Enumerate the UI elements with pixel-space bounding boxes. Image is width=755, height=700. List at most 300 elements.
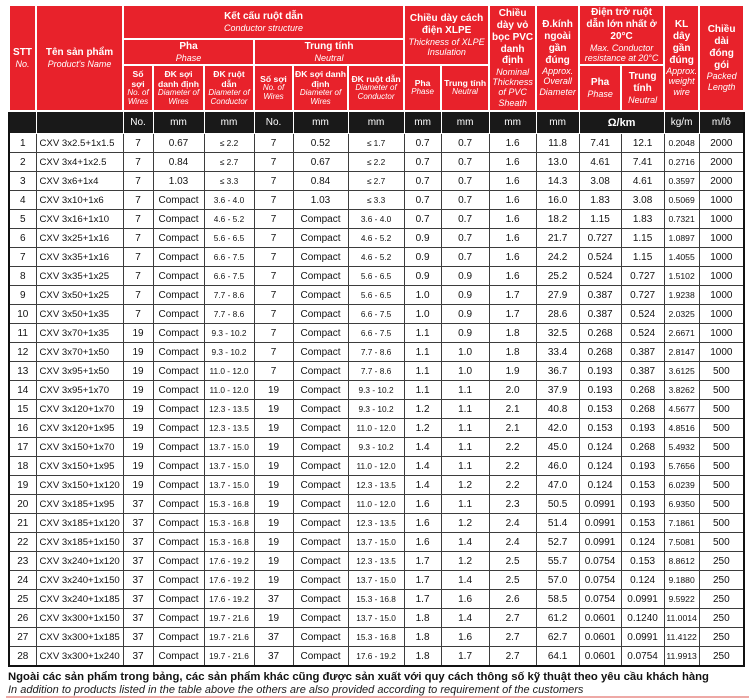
cell-overall-diameter: 55.7 <box>536 552 579 571</box>
header-neutral-conductor-diameter-en: Diameter of Conductor <box>355 82 397 101</box>
cell-overall-diameter: 62.7 <box>536 628 579 647</box>
cell-xlpe-phase: 1.7 <box>404 571 441 590</box>
cell-product-name: CXV 3x95+1x50 <box>36 362 123 381</box>
header-phase-group-vi: Pha <box>179 41 198 52</box>
cell-neutral-wire-diameter: Compact <box>293 362 348 381</box>
cell-xlpe-neutral: 1.1 <box>441 381 489 400</box>
cell-weight: 2.0325 <box>664 305 699 324</box>
cell-neutral-wires: 19 <box>254 457 293 476</box>
cell-phase-wires: 37 <box>123 628 153 647</box>
cell-neutral-wires: 7 <box>254 134 293 153</box>
cell-overall-diameter: 58.5 <box>536 590 579 609</box>
cell-phase-wires: 7 <box>123 248 153 267</box>
cell-neutral-conductor-diameter: 13.7 - 15.0 <box>348 571 404 590</box>
cell-pvc-thickness: 1.7 <box>489 305 536 324</box>
unit-xlpe-phase: mm <box>404 111 441 134</box>
header-stt <box>9 5 36 111</box>
cell-product-name: CXV 3x185+1x95 <box>36 495 123 514</box>
cell-neutral-wires: 37 <box>254 628 293 647</box>
cell-weight: 11.9913 <box>664 647 699 666</box>
cell-overall-diameter: 51.4 <box>536 514 579 533</box>
cell-resistance-neutral: 0.524 <box>621 305 664 324</box>
cell-phase-conductor-diameter: 13.7 - 15.0 <box>204 476 254 495</box>
cell-resistance-neutral: 0.387 <box>621 362 664 381</box>
cell-phase-wire-diameter: Compact <box>153 210 204 229</box>
cell-weight: 3.6125 <box>664 362 699 381</box>
cell-overall-diameter: 47.0 <box>536 476 579 495</box>
cell-product-name: CXV 3x70+1x35 <box>36 324 123 343</box>
cell-xlpe-phase: 1.6 <box>404 514 441 533</box>
cell-neutral-wire-diameter: Compact <box>293 286 348 305</box>
cell-resistance-phase: 3.08 <box>579 172 621 191</box>
cell-packed-length: 1000 <box>699 343 744 362</box>
header-product-en: Product's Name <box>47 58 112 69</box>
table-row <box>9 419 744 438</box>
cell-resistance-phase: 0.0601 <box>579 628 621 647</box>
cell-xlpe-phase: 1.2 <box>404 419 441 438</box>
table-row <box>9 628 744 647</box>
cell-neutral-wire-diameter: Compact <box>293 647 348 666</box>
header-pvc-vi: Chiều dày vỏ bọc PVC danh định <box>492 8 534 67</box>
cell-product-name: CXV 3x6+1x4 <box>36 172 123 191</box>
cell-phase-wires: 37 <box>123 533 153 552</box>
cell-overall-diameter: 18.2 <box>536 210 579 229</box>
cell-phase-wire-diameter: Compact <box>153 552 204 571</box>
cell-pvc-thickness: 2.2 <box>489 457 536 476</box>
cell-pvc-thickness: 1.6 <box>489 191 536 210</box>
cell-neutral-wire-diameter: Compact <box>293 609 348 628</box>
cell-product-name: CXV 3x120+1x95 <box>36 419 123 438</box>
cell-xlpe-phase: 1.6 <box>404 533 441 552</box>
cell-pvc-thickness: 1.6 <box>489 229 536 248</box>
cell-resistance-phase: 0.153 <box>579 419 621 438</box>
cell-xlpe-neutral: 1.2 <box>441 476 489 495</box>
cell-neutral-wires: 7 <box>254 248 293 267</box>
cell-phase-conductor-diameter: 12.3 - 13.5 <box>204 419 254 438</box>
header-phase-wires-vi: Số sợi <box>131 68 145 89</box>
header-xlpe-phase <box>404 65 441 111</box>
cell-phase-wire-diameter: Compact <box>153 514 204 533</box>
cell-xlpe-neutral: 1.2 <box>441 514 489 533</box>
cell-pvc-thickness: 2.2 <box>489 438 536 457</box>
cell-xlpe-phase: 1.6 <box>404 495 441 514</box>
cell-weight: 1.4055 <box>664 248 699 267</box>
cell-phase-wires: 19 <box>123 438 153 457</box>
header-packed-length-en: Packed Length <box>706 71 737 92</box>
cell-weight: 8.8612 <box>664 552 699 571</box>
header-neutral-wires <box>254 65 293 111</box>
unit-resistance: Ω/km <box>579 111 664 134</box>
header-resistance <box>579 5 664 65</box>
cell-xlpe-phase: 1.7 <box>404 552 441 571</box>
cell-xlpe-phase: 0.7 <box>404 210 441 229</box>
cell-resistance-phase: 0.0601 <box>579 609 621 628</box>
unit-neutral-wires: No. <box>254 111 293 134</box>
cell-neutral-conductor-diameter: 3.6 - 4.0 <box>348 210 404 229</box>
table-row <box>9 381 744 400</box>
cell-phase-wire-diameter: Compact <box>153 609 204 628</box>
cell-packed-length: 500 <box>699 419 744 438</box>
cell-packed-length: 2000 <box>699 172 744 191</box>
cell-stt: 19 <box>9 476 36 495</box>
cell-xlpe-phase: 1.4 <box>404 457 441 476</box>
cell-neutral-wires: 7 <box>254 191 293 210</box>
header-xlpe-thickness <box>404 5 489 65</box>
cell-resistance-phase: 0.0991 <box>579 514 621 533</box>
cell-resistance-neutral: 0.193 <box>621 495 664 514</box>
cell-phase-conductor-diameter: 13.7 - 15.0 <box>204 438 254 457</box>
cell-xlpe-phase: 1.8 <box>404 647 441 666</box>
header-neutral-conductor-diameter-vi: ĐK ruột dẫn <box>351 73 401 84</box>
cell-resistance-phase: 0.0754 <box>579 552 621 571</box>
header-resistance-neutral-vi: Trung tính <box>628 71 657 94</box>
cell-resistance-neutral: 0.727 <box>621 286 664 305</box>
cell-stt: 10 <box>9 305 36 324</box>
cell-resistance-phase: 4.61 <box>579 153 621 172</box>
cell-phase-wires: 19 <box>123 343 153 362</box>
cell-weight: 2.8147 <box>664 343 699 362</box>
cell-product-name: CXV 3x150+1x120 <box>36 476 123 495</box>
cell-product-name: CXV 3x25+1x16 <box>36 229 123 248</box>
cell-pvc-thickness: 1.6 <box>489 134 536 153</box>
cell-phase-wires: 7 <box>123 286 153 305</box>
cell-neutral-conductor-diameter: 5.6 - 6.5 <box>348 286 404 305</box>
header-xlpe-neutral <box>441 65 489 111</box>
cell-resistance-phase: 0.524 <box>579 267 621 286</box>
cell-packed-length: 1000 <box>699 324 744 343</box>
header-resistance-phase-vi: Pha <box>590 76 610 88</box>
header-stt-en: No. <box>15 58 30 69</box>
cell-resistance-phase: 0.0601 <box>579 647 621 666</box>
footnote-vietnamese: Ngoài các sản phẩm trong bảng, các sản phẩm khác cũng được sản xuất với quy cách thông số kỹ thuật theo yêu cầu khách hàng <box>8 671 709 683</box>
units-empty-product <box>36 111 123 134</box>
cell-phase-wire-diameter: Compact <box>153 495 204 514</box>
cell-resistance-neutral: 1.83 <box>621 210 664 229</box>
cell-pvc-thickness: 2.5 <box>489 552 536 571</box>
cell-resistance-phase: 0.387 <box>579 305 621 324</box>
cell-xlpe-neutral: 1.1 <box>441 438 489 457</box>
cell-packed-length: 500 <box>699 457 744 476</box>
cell-neutral-wire-diameter: Compact <box>293 210 348 229</box>
table-row <box>9 533 744 552</box>
cell-xlpe-phase: 1.0 <box>404 305 441 324</box>
table-body <box>9 134 744 666</box>
cell-phase-wire-diameter: Compact <box>153 400 204 419</box>
cell-pvc-thickness: 1.6 <box>489 172 536 191</box>
cell-neutral-conductor-diameter: 5.6 - 6.5 <box>348 267 404 286</box>
cell-resistance-neutral: 0.524 <box>621 324 664 343</box>
cell-phase-wires: 19 <box>123 400 153 419</box>
cell-phase-conductor-diameter: 4.6 - 5.2 <box>204 210 254 229</box>
table-row <box>9 609 744 628</box>
cell-resistance-neutral: 0.124 <box>621 571 664 590</box>
cell-resistance-phase: 0.268 <box>579 343 621 362</box>
cell-resistance-neutral: 3.08 <box>621 191 664 210</box>
cell-pvc-thickness: 2.7 <box>489 609 536 628</box>
cell-neutral-conductor-diameter: 11.0 - 12.0 <box>348 495 404 514</box>
cell-neutral-wire-diameter: Compact <box>293 381 348 400</box>
cell-weight: 0.7321 <box>664 210 699 229</box>
cell-weight: 1.9238 <box>664 286 699 305</box>
cell-xlpe-phase: 1.8 <box>404 628 441 647</box>
cell-product-name: CXV 3x35+1x25 <box>36 267 123 286</box>
units-empty-stt <box>9 111 36 134</box>
cell-phase-wire-diameter: Compact <box>153 191 204 210</box>
cell-pvc-thickness: 2.0 <box>489 381 536 400</box>
cell-packed-length: 250 <box>699 571 744 590</box>
cell-neutral-wires: 7 <box>254 286 293 305</box>
cell-phase-conductor-diameter: 13.7 - 15.0 <box>204 457 254 476</box>
cell-neutral-wires: 19 <box>254 495 293 514</box>
cell-pvc-thickness: 2.5 <box>489 571 536 590</box>
cell-pvc-thickness: 1.6 <box>489 248 536 267</box>
cell-resistance-phase: 1.15 <box>579 210 621 229</box>
cell-stt: 2 <box>9 153 36 172</box>
cell-resistance-phase: 0.124 <box>579 457 621 476</box>
header-pvc-sheath <box>489 5 536 111</box>
cell-product-name: CXV 3x10+1x6 <box>36 191 123 210</box>
cell-pvc-thickness: 2.4 <box>489 533 536 552</box>
header-neutral-wires-en: No. of Wires <box>262 82 285 101</box>
cell-neutral-wire-diameter: 0.52 <box>293 134 348 153</box>
cell-pvc-thickness: 1.7 <box>489 286 536 305</box>
cell-xlpe-phase: 1.8 <box>404 609 441 628</box>
table-row <box>9 362 744 381</box>
cell-neutral-conductor-diameter: 15.3 - 16.8 <box>348 628 404 647</box>
cell-phase-conductor-diameter: 6.6 - 7.5 <box>204 248 254 267</box>
cell-xlpe-neutral: 1.7 <box>441 647 489 666</box>
cell-neutral-conductor-diameter: 9.3 - 10.2 <box>348 381 404 400</box>
table-row <box>9 210 744 229</box>
cell-phase-wires: 37 <box>123 590 153 609</box>
cell-neutral-wire-diameter: Compact <box>293 324 348 343</box>
cell-overall-diameter: 11.8 <box>536 134 579 153</box>
cell-phase-conductor-diameter: 15.3 - 16.8 <box>204 514 254 533</box>
header-packed-length <box>699 5 744 111</box>
cell-resistance-neutral: 12.1 <box>621 134 664 153</box>
cell-stt: 27 <box>9 628 36 647</box>
cell-neutral-wires: 19 <box>254 438 293 457</box>
cell-resistance-phase: 0.524 <box>579 248 621 267</box>
footnote <box>8 671 753 697</box>
cell-neutral-wire-diameter: Compact <box>293 552 348 571</box>
cell-weight: 4.8516 <box>664 419 699 438</box>
cell-phase-wire-diameter: 0.67 <box>153 134 204 153</box>
cell-stt: 3 <box>9 172 36 191</box>
cell-pvc-thickness: 2.4 <box>489 514 536 533</box>
cell-overall-diameter: 40.8 <box>536 400 579 419</box>
cell-phase-wire-diameter: Compact <box>153 324 204 343</box>
cell-resistance-neutral: 0.268 <box>621 438 664 457</box>
cell-xlpe-neutral: 0.9 <box>441 267 489 286</box>
unit-phase-wire-diameter: mm <box>153 111 204 134</box>
cell-xlpe-neutral: 1.6 <box>441 590 489 609</box>
cell-neutral-conductor-diameter: 9.3 - 10.2 <box>348 438 404 457</box>
cell-xlpe-neutral: 0.9 <box>441 324 489 343</box>
cell-overall-diameter: 32.5 <box>536 324 579 343</box>
cell-stt: 24 <box>9 571 36 590</box>
cell-phase-wire-diameter: Compact <box>153 248 204 267</box>
cell-product-name: CXV 3x300+1x240 <box>36 647 123 666</box>
cell-packed-length: 500 <box>699 438 744 457</box>
cell-overall-diameter: 46.0 <box>536 457 579 476</box>
cell-neutral-conductor-diameter: 12.3 - 13.5 <box>348 476 404 495</box>
cell-neutral-wires: 19 <box>254 571 293 590</box>
cell-product-name: CXV 3x16+1x10 <box>36 210 123 229</box>
cell-neutral-wires: 7 <box>254 362 293 381</box>
cell-phase-conductor-diameter: 19.7 - 21.6 <box>204 628 254 647</box>
cell-pvc-thickness: 1.9 <box>489 362 536 381</box>
cell-weight: 5.7656 <box>664 457 699 476</box>
cell-stt: 16 <box>9 419 36 438</box>
cell-xlpe-phase: 0.9 <box>404 248 441 267</box>
cell-resistance-neutral: 0.1240 <box>621 609 664 628</box>
cell-neutral-wires: 19 <box>254 476 293 495</box>
cell-xlpe-neutral: 1.4 <box>441 609 489 628</box>
cell-phase-wires: 7 <box>123 267 153 286</box>
cell-overall-diameter: 64.1 <box>536 647 579 666</box>
cell-packed-length: 2000 <box>699 134 744 153</box>
cell-product-name: CXV 3x300+1x185 <box>36 628 123 647</box>
header-phase-wire-diameter-en: Diameter of Wires <box>157 88 200 107</box>
cell-packed-length: 1000 <box>699 191 744 210</box>
table-row <box>9 324 744 343</box>
cell-resistance-phase: 7.41 <box>579 134 621 153</box>
cell-resistance-phase: 0.193 <box>579 362 621 381</box>
cell-neutral-conductor-diameter: 15.3 - 16.8 <box>348 590 404 609</box>
header-phase-conductor-diameter-vi: ĐK ruột dẫn <box>213 68 245 89</box>
cell-stt: 4 <box>9 191 36 210</box>
cell-phase-wires: 7 <box>123 191 153 210</box>
cell-neutral-wires: 7 <box>254 324 293 343</box>
cell-packed-length: 1000 <box>699 305 744 324</box>
cell-stt: 13 <box>9 362 36 381</box>
cell-neutral-wires: 7 <box>254 229 293 248</box>
cell-weight: 0.2716 <box>664 153 699 172</box>
cell-stt: 8 <box>9 267 36 286</box>
cell-weight: 7.5081 <box>664 533 699 552</box>
cell-weight: 0.5069 <box>664 191 699 210</box>
cell-phase-wire-diameter: Compact <box>153 362 204 381</box>
cell-neutral-wires: 7 <box>254 305 293 324</box>
header-phase-wires-en: No. of Wires <box>127 88 149 107</box>
cell-resistance-phase: 0.124 <box>579 438 621 457</box>
cell-xlpe-neutral: 1.1 <box>441 495 489 514</box>
cell-overall-diameter: 13.0 <box>536 153 579 172</box>
cell-phase-wires: 19 <box>123 362 153 381</box>
cell-neutral-wire-diameter: 0.67 <box>293 153 348 172</box>
cell-phase-conductor-diameter: 5.6 - 6.5 <box>204 229 254 248</box>
cell-resistance-phase: 0.153 <box>579 400 621 419</box>
header-resistance-neutral-en: Neutral <box>628 94 658 105</box>
cell-packed-length: 1000 <box>699 286 744 305</box>
cell-neutral-wires: 7 <box>254 210 293 229</box>
cell-phase-conductor-diameter: 17.6 - 19.2 <box>204 590 254 609</box>
table-row <box>9 172 744 191</box>
cell-overall-diameter: 21.7 <box>536 229 579 248</box>
header-xlpe-neutral-en: Neutral <box>452 87 478 97</box>
cell-neutral-wire-diameter: Compact <box>293 514 348 533</box>
cell-overall-diameter: 14.3 <box>536 172 579 191</box>
cell-resistance-neutral: 0.387 <box>621 343 664 362</box>
cell-phase-wires: 37 <box>123 609 153 628</box>
cell-xlpe-phase: 0.9 <box>404 229 441 248</box>
cell-phase-wire-diameter: Compact <box>153 590 204 609</box>
cell-packed-length: 500 <box>699 495 744 514</box>
cell-neutral-wire-diameter: 0.84 <box>293 172 348 191</box>
cell-xlpe-neutral: 1.1 <box>441 400 489 419</box>
cell-xlpe-phase: 0.7 <box>404 134 441 153</box>
cell-neutral-conductor-diameter: 12.3 - 13.5 <box>348 552 404 571</box>
table-row <box>9 343 744 362</box>
unit-packed-length: m/lô <box>699 111 744 134</box>
cell-weight: 9.1880 <box>664 571 699 590</box>
cell-phase-wire-diameter: Compact <box>153 267 204 286</box>
header-weight <box>664 5 699 111</box>
header-packed-length-vi: Chiều dài đóng gói <box>707 24 736 71</box>
cell-overall-diameter: 57.0 <box>536 571 579 590</box>
cell-resistance-neutral: 0.0991 <box>621 590 664 609</box>
cell-packed-length: 250 <box>699 628 744 647</box>
cell-stt: 22 <box>9 533 36 552</box>
cell-product-name: CXV 3x35+1x16 <box>36 248 123 267</box>
cell-overall-diameter: 45.0 <box>536 438 579 457</box>
cell-xlpe-phase: 1.7 <box>404 590 441 609</box>
cell-neutral-conductor-diameter: 12.3 - 13.5 <box>348 514 404 533</box>
cell-packed-length: 1000 <box>699 267 744 286</box>
cell-pvc-thickness: 1.6 <box>489 210 536 229</box>
cell-phase-wires: 7 <box>123 172 153 191</box>
cell-neutral-wire-diameter: Compact <box>293 628 348 647</box>
cell-stt: 1 <box>9 134 36 153</box>
cell-neutral-conductor-diameter: 4.6 - 5.2 <box>348 229 404 248</box>
cell-product-name: CXV 3x240+1x120 <box>36 552 123 571</box>
cell-neutral-conductor-diameter: 11.0 - 12.0 <box>348 419 404 438</box>
cell-pvc-thickness: 2.1 <box>489 419 536 438</box>
cell-resistance-neutral: 1.15 <box>621 229 664 248</box>
unit-overall-diameter: mm <box>536 111 579 134</box>
cell-stt: 14 <box>9 381 36 400</box>
cell-phase-wire-diameter: Compact <box>153 647 204 666</box>
cell-overall-diameter: 61.2 <box>536 609 579 628</box>
cell-xlpe-neutral: 1.0 <box>441 362 489 381</box>
cell-phase-wires: 19 <box>123 324 153 343</box>
cell-xlpe-neutral: 0.7 <box>441 248 489 267</box>
cell-phase-wires: 37 <box>123 552 153 571</box>
cell-overall-diameter: 42.0 <box>536 419 579 438</box>
cell-weight: 11.4122 <box>664 628 699 647</box>
cell-xlpe-neutral: 1.4 <box>441 571 489 590</box>
cell-phase-conductor-diameter: 7.7 - 8.6 <box>204 286 254 305</box>
cell-weight: 4.5677 <box>664 400 699 419</box>
cell-phase-wires: 7 <box>123 153 153 172</box>
cell-packed-length: 250 <box>699 647 744 666</box>
cell-phase-conductor-diameter: 9.3 - 10.2 <box>204 343 254 362</box>
cell-xlpe-phase: 1.4 <box>404 438 441 457</box>
cell-xlpe-neutral: 0.9 <box>441 286 489 305</box>
cell-weight: 0.3597 <box>664 172 699 191</box>
cell-xlpe-neutral: 0.7 <box>441 172 489 191</box>
cell-neutral-conductor-diameter: 7.7 - 8.6 <box>348 343 404 362</box>
header-xlpe-en: Thickness of XLPE Insulation <box>408 36 485 57</box>
unit-weight: kg/m <box>664 111 699 134</box>
cell-phase-wire-diameter: Compact <box>153 419 204 438</box>
cell-product-name: CXV 3x185+1x120 <box>36 514 123 533</box>
table-row <box>9 647 744 666</box>
cell-stt: 23 <box>9 552 36 571</box>
cell-resistance-phase: 0.124 <box>579 476 621 495</box>
cell-neutral-conductor-diameter: 13.7 - 15.0 <box>348 533 404 552</box>
